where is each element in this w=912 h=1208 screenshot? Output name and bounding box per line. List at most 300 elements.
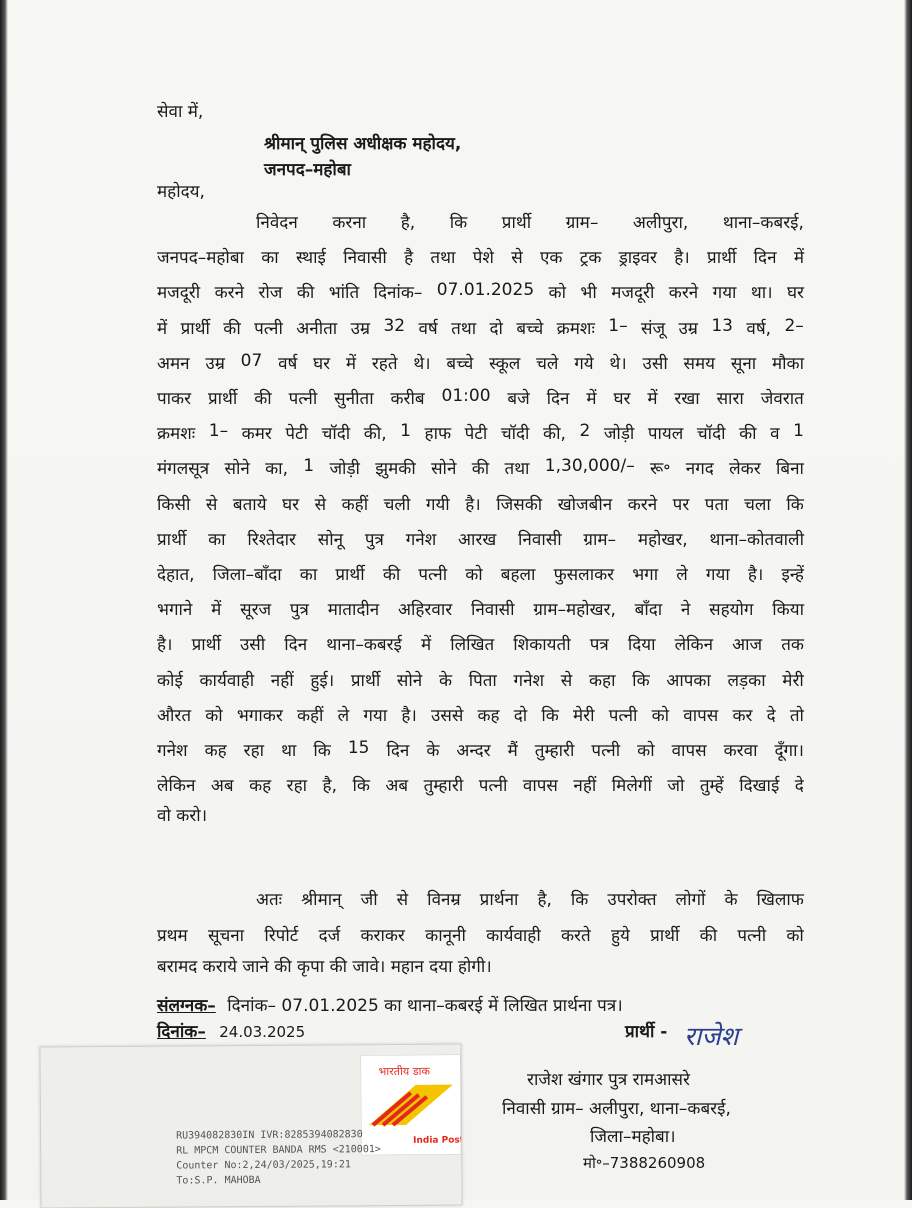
word: अन्दर xyxy=(456,741,491,761)
word: अब xyxy=(385,776,409,797)
word: अतः xyxy=(256,890,283,910)
word: वर्ष xyxy=(278,353,298,374)
word: पुत्र xyxy=(289,600,309,621)
word: निवेदन xyxy=(256,213,298,233)
word: कह xyxy=(204,741,227,761)
word: है। xyxy=(465,494,481,515)
word: पत्नी xyxy=(608,705,638,726)
word: मेरी xyxy=(573,705,595,726)
body-lines-line xyxy=(157,280,804,303)
word: से xyxy=(314,494,327,515)
word: इन्हें xyxy=(781,565,804,585)
word: तक xyxy=(781,635,804,656)
word: मंगलसूत्र xyxy=(157,459,210,480)
word: ले xyxy=(337,705,350,726)
word: दो xyxy=(513,705,528,726)
word: निवासी xyxy=(470,600,515,621)
enclosure-text: दिनांक– 07.01.2025 का थाना–कबरई में लिखित प्रार्थना पत्र। xyxy=(227,996,623,1016)
word: नहीं xyxy=(270,670,294,691)
word: अनीता xyxy=(296,318,338,339)
word: हाफ xyxy=(424,424,452,445)
request-lines-line xyxy=(157,923,804,946)
word: घर xyxy=(282,494,300,515)
body-lines-line xyxy=(157,492,804,515)
word: आपका xyxy=(666,670,711,691)
word: जेवरात xyxy=(760,389,804,409)
word: भांति xyxy=(328,283,360,304)
word: चॉदी xyxy=(321,424,351,445)
word: की, xyxy=(363,424,387,445)
word: कि xyxy=(786,494,804,515)
word: की xyxy=(254,389,272,409)
word: भगाने xyxy=(157,600,193,621)
word: ट्रक xyxy=(579,248,602,269)
word: है। xyxy=(401,705,417,726)
greeting: महोदय, xyxy=(157,182,205,202)
word: तुम्हारी xyxy=(534,741,575,761)
word: करवा xyxy=(723,741,758,761)
word: घर xyxy=(313,353,331,374)
sender-address-1: निवासी ग्राम– अलीपुरा, थाना–कबरई, xyxy=(502,1099,731,1119)
word: में xyxy=(647,389,658,409)
word: जो xyxy=(667,776,685,797)
word: रू॰ xyxy=(650,459,671,480)
body-lines-line xyxy=(157,808,207,825)
word: में xyxy=(420,635,432,656)
word: स्कूल xyxy=(489,353,521,374)
word: पाकर xyxy=(157,389,192,409)
word: का xyxy=(261,248,279,269)
word: की xyxy=(471,459,490,480)
word: बच्चे xyxy=(446,353,474,374)
word: भगा xyxy=(632,565,659,585)
word: दूँगा। xyxy=(774,741,804,761)
logo-english-text: India Post xyxy=(413,1135,462,1146)
postal-receipt-lines xyxy=(176,1127,381,1188)
word: ड्राइवर xyxy=(618,248,657,269)
word: अलीपुरा, xyxy=(632,213,689,233)
word: उम्र xyxy=(678,318,698,339)
word: बरामद कराये जाने की कृपा की जावे। महान दया होगी। xyxy=(157,957,492,977)
request-lines-line xyxy=(157,959,492,976)
word: उसी xyxy=(642,353,668,374)
word: ने xyxy=(680,600,691,621)
word: पेटी xyxy=(285,424,309,445)
word: थाना–कबरई xyxy=(326,635,402,656)
word: नगद xyxy=(685,459,714,480)
word: रोज xyxy=(258,283,283,304)
word: कोई xyxy=(157,670,183,691)
word: में xyxy=(157,318,168,339)
word: है xyxy=(404,248,414,269)
body-lines-line xyxy=(256,210,804,233)
postal-receipt xyxy=(39,1044,462,1208)
date-value: 24.03.2025 xyxy=(219,1023,306,1041)
word: ग्राम– xyxy=(565,213,599,233)
word: है, xyxy=(400,213,416,233)
sender-mobile: मो॰–7388260908 xyxy=(583,1154,706,1172)
word: बजे xyxy=(507,389,530,409)
word: लड़का xyxy=(727,670,766,691)
word: करीब xyxy=(390,389,425,409)
word: रखा xyxy=(674,389,700,409)
word: सूचना xyxy=(207,926,245,946)
word: का, xyxy=(265,459,288,480)
body-lines-line xyxy=(157,245,804,268)
word: 1– xyxy=(208,421,229,442)
postal-line-3: Counter No:2,24/03/2025,19:21 xyxy=(176,1159,351,1172)
word: तो xyxy=(789,705,804,726)
word: 32 xyxy=(383,315,406,336)
body-lines-line xyxy=(157,386,804,409)
word: गनेश xyxy=(157,741,188,761)
word: पत्र xyxy=(589,635,609,656)
word: 1,30,000/– xyxy=(544,456,635,477)
word: उम्र xyxy=(350,318,371,339)
word: लिखित xyxy=(450,635,495,656)
word: कार्यवाही xyxy=(486,926,541,946)
word: तथा xyxy=(504,459,530,480)
word: मिलेगीं xyxy=(611,776,652,797)
word: रहा xyxy=(243,741,265,761)
word: थाना–कोतवाली xyxy=(709,529,804,550)
word: महोखर, xyxy=(637,529,688,550)
word: उम्र xyxy=(205,353,225,374)
word: पिता xyxy=(468,670,497,691)
word: मातादीन xyxy=(327,600,380,621)
scan-edge-left xyxy=(0,0,8,1200)
word: को xyxy=(465,565,483,585)
word: रिश्तेदार xyxy=(247,529,296,550)
word: समय xyxy=(683,353,716,374)
date-line xyxy=(157,1024,305,1041)
word: क्रमशः xyxy=(157,424,196,445)
word: 13 xyxy=(711,315,733,336)
word: ग्राम–महोखर, xyxy=(533,600,616,621)
postal-line-1: RU394082830IN IVR:8285394082830 xyxy=(176,1129,363,1142)
body-lines-line xyxy=(157,632,804,655)
word: तथा xyxy=(430,248,456,269)
word: प्रार्थी xyxy=(157,529,187,550)
word: दो xyxy=(489,318,503,339)
word: से xyxy=(560,670,573,691)
postal-line-4: To:S.P. MAHOBA xyxy=(176,1174,261,1187)
word: कार्यवाही xyxy=(199,670,255,691)
word: करने xyxy=(214,283,245,304)
addressee-line-2: जनपद–महोबा xyxy=(264,160,351,180)
word: किया xyxy=(772,600,804,621)
body-lines-line xyxy=(157,738,804,761)
word: बिना xyxy=(776,459,804,480)
postal-line-2: RL MPCM COUNTER BANDA RMS <210001> xyxy=(176,1144,381,1157)
addressee-line-1: श्रीमान् पुलिस अधीक्षक महोदय, xyxy=(264,134,462,154)
word: करने xyxy=(627,494,658,515)
word: निवासी xyxy=(518,529,562,550)
word: कहीं xyxy=(341,494,369,515)
word: में xyxy=(793,248,804,269)
word: रहते xyxy=(371,353,398,374)
sender-name: राजेश खंगार पुत्र रामआसरे xyxy=(527,1070,690,1090)
word: सोनू xyxy=(317,529,344,550)
word: चले xyxy=(536,353,559,374)
body-lines-line xyxy=(157,597,804,620)
word: गया xyxy=(705,565,730,585)
word: देहात, xyxy=(157,565,195,585)
word: पायल xyxy=(647,424,684,445)
word: में xyxy=(586,389,597,409)
word: लोगों xyxy=(675,890,706,910)
applicant-signature: राजेश xyxy=(684,1022,739,1052)
word: कि xyxy=(352,776,370,797)
word: है, xyxy=(537,890,552,910)
word: बच्चे xyxy=(516,318,544,339)
word: घर xyxy=(613,389,631,409)
word: शिकायती xyxy=(513,635,571,656)
word: जिसकी xyxy=(496,494,543,515)
word: वापस xyxy=(522,776,558,797)
word: था। xyxy=(750,283,773,304)
applicant-label: प्रार्थी - xyxy=(625,1022,668,1042)
word: प्रथम xyxy=(157,926,188,946)
word: खोजबीन xyxy=(557,494,613,515)
word: बताये xyxy=(232,494,267,515)
word: की xyxy=(296,283,315,304)
date-label: दिनांक– xyxy=(157,1022,206,1042)
word: कराकर xyxy=(360,926,405,946)
word: सारा xyxy=(716,389,744,409)
word: आरख xyxy=(458,529,497,550)
word: कमर xyxy=(241,424,272,445)
body-lines-line xyxy=(157,562,804,585)
word: मैं xyxy=(507,741,518,761)
word: गया xyxy=(712,283,737,304)
word: लेकिन xyxy=(674,635,714,656)
word: को xyxy=(548,283,567,304)
word: तुम्हारी xyxy=(423,776,464,797)
word: उपरोक्त xyxy=(607,890,657,910)
word: की, xyxy=(543,424,566,445)
word: मजदूरी xyxy=(611,283,655,304)
word: की xyxy=(739,424,757,445)
word: गया xyxy=(363,705,388,726)
word: सूना xyxy=(730,353,757,374)
word: व xyxy=(770,424,780,445)
word: है, xyxy=(322,776,337,797)
word: पता xyxy=(704,494,729,515)
word: थे। xyxy=(413,353,431,374)
word: प्रार्थी xyxy=(335,565,365,585)
word: कि xyxy=(313,741,331,761)
salutation-to: सेवा में, xyxy=(157,102,204,122)
scan-edge-right xyxy=(904,0,912,1200)
word: 07.01.2025 xyxy=(436,280,535,301)
word: है। xyxy=(674,248,690,269)
word: वो करो। xyxy=(157,806,208,827)
word: सुनीता xyxy=(334,389,374,409)
word: 2– xyxy=(784,315,804,336)
word: जनपद–महोबा xyxy=(157,248,244,269)
word: तुम्हें xyxy=(699,776,724,797)
word: 01:00 xyxy=(441,386,491,406)
word: करने xyxy=(668,283,699,304)
word: प्रार्थी xyxy=(501,213,532,233)
sender-address-2: जिला–महोबा। xyxy=(590,1127,676,1147)
word: के xyxy=(438,670,452,691)
word: सहयोग xyxy=(709,600,754,621)
word: बाँदा xyxy=(634,600,663,621)
word: भी xyxy=(580,283,597,304)
word: लेकिन xyxy=(157,776,196,797)
word: दर्ज xyxy=(318,926,341,946)
word: कि xyxy=(449,213,468,233)
word: दिन xyxy=(386,741,410,761)
word: प्रार्थी xyxy=(350,670,381,691)
word: चला xyxy=(744,494,771,515)
word: कि xyxy=(632,670,650,691)
word: अमन xyxy=(157,353,190,374)
word: 1 xyxy=(793,421,804,442)
word: की xyxy=(223,318,241,339)
word: घर xyxy=(787,283,804,304)
word: थाना–कबरई, xyxy=(722,213,804,233)
word: ले xyxy=(676,565,688,585)
word: की xyxy=(699,926,718,946)
word: उसी xyxy=(239,635,266,656)
word: से xyxy=(396,890,409,910)
word: करना xyxy=(332,213,367,233)
word: औरत xyxy=(157,705,192,726)
word: सूरज xyxy=(240,600,272,621)
word: सोने xyxy=(431,459,457,480)
word: दिनांक– xyxy=(373,283,423,304)
body-lines-line xyxy=(157,421,804,444)
word: पत्नी xyxy=(254,318,283,339)
body-lines-line xyxy=(157,456,804,479)
word: मजदूरी xyxy=(157,283,201,304)
word: थे। xyxy=(609,353,627,374)
word: हुई। xyxy=(310,670,335,691)
body-lines-line xyxy=(157,773,804,796)
word: को xyxy=(205,705,223,726)
word: गयी xyxy=(425,494,450,515)
word: से xyxy=(205,494,218,515)
word: ग्राम– xyxy=(583,529,617,550)
word: के xyxy=(426,741,440,761)
word: सोने xyxy=(396,670,423,691)
word: चॉदी xyxy=(500,424,530,445)
word: दे xyxy=(766,705,776,726)
word: गनेश xyxy=(513,670,545,691)
word: कि xyxy=(541,705,559,726)
word: का xyxy=(299,565,318,585)
word: पत्नी xyxy=(418,565,448,585)
word: गनेश xyxy=(405,529,437,550)
word: मौका xyxy=(771,353,804,374)
enclosure-label: संलग्नक– xyxy=(157,996,216,1016)
word: से xyxy=(511,248,523,269)
word: प्रार्थी xyxy=(191,635,221,656)
word: को xyxy=(651,705,670,726)
word: दिन xyxy=(753,248,777,269)
word: आज xyxy=(732,635,763,656)
body-lines-line xyxy=(157,316,804,339)
word: के xyxy=(724,890,738,910)
word: पर xyxy=(672,494,690,515)
word: झुमकी xyxy=(375,459,416,480)
word: गये xyxy=(574,353,594,374)
word: उससे xyxy=(431,705,464,726)
word: चॉदी xyxy=(696,424,726,445)
word: 07 xyxy=(240,350,263,371)
word: बहला xyxy=(500,565,536,585)
word: वर्ष xyxy=(418,318,438,339)
word: जोड़ी xyxy=(603,424,635,445)
word: निवासी xyxy=(343,248,387,269)
word: पेशे xyxy=(472,248,494,269)
word: जोड़ी xyxy=(329,459,360,480)
word: दिखाई xyxy=(739,776,780,797)
word: कहीं xyxy=(296,705,324,726)
word: जिला–बाँदा xyxy=(212,565,282,585)
word: प्रार्थी xyxy=(650,926,680,946)
word: कहा xyxy=(588,670,616,691)
word: कानूनी xyxy=(425,926,466,946)
word: प्रार्थना xyxy=(479,890,519,910)
word: 2 xyxy=(579,421,591,442)
word: तथा xyxy=(451,318,477,339)
word: है। xyxy=(157,635,173,656)
request-lines-line xyxy=(256,887,804,910)
word: क्रमशः xyxy=(556,318,595,339)
word: प्रार्थी xyxy=(180,318,210,339)
word: संजू xyxy=(640,318,666,339)
word: 1– xyxy=(608,315,628,336)
word: पुत्र xyxy=(364,529,384,550)
logo-hindi-text: भारतीय डाक xyxy=(378,1064,430,1079)
word: श्रीमान् xyxy=(301,890,342,910)
word: दिन xyxy=(284,635,308,656)
word: रहा xyxy=(286,776,308,797)
word: में xyxy=(345,353,357,374)
word: दिया xyxy=(627,635,656,656)
word: कह xyxy=(249,776,272,797)
enclosure-line xyxy=(157,998,623,1015)
word: में xyxy=(211,600,222,621)
word: दिन xyxy=(546,389,570,409)
word: खिलाफ xyxy=(756,890,804,910)
word: को xyxy=(637,741,655,761)
word: किसी xyxy=(157,494,191,515)
word: अहिरवार xyxy=(398,600,453,621)
word: हुये xyxy=(610,926,630,946)
word: को xyxy=(786,926,804,946)
body-lines-line xyxy=(157,351,804,374)
body-lines-line xyxy=(157,668,804,691)
word: कर xyxy=(732,705,753,726)
word: भगाकर xyxy=(236,705,283,726)
word: चली xyxy=(383,494,411,515)
body-lines-line xyxy=(157,703,804,726)
word: का xyxy=(208,529,226,550)
word: पत्नी xyxy=(737,926,767,946)
word: था xyxy=(281,741,297,761)
body-lines-line xyxy=(157,527,804,550)
word: विनम्र xyxy=(427,890,461,910)
word: दे xyxy=(794,776,804,797)
word: करते xyxy=(560,926,591,946)
word: मेरी xyxy=(782,670,804,691)
word: लेकर xyxy=(729,459,761,480)
